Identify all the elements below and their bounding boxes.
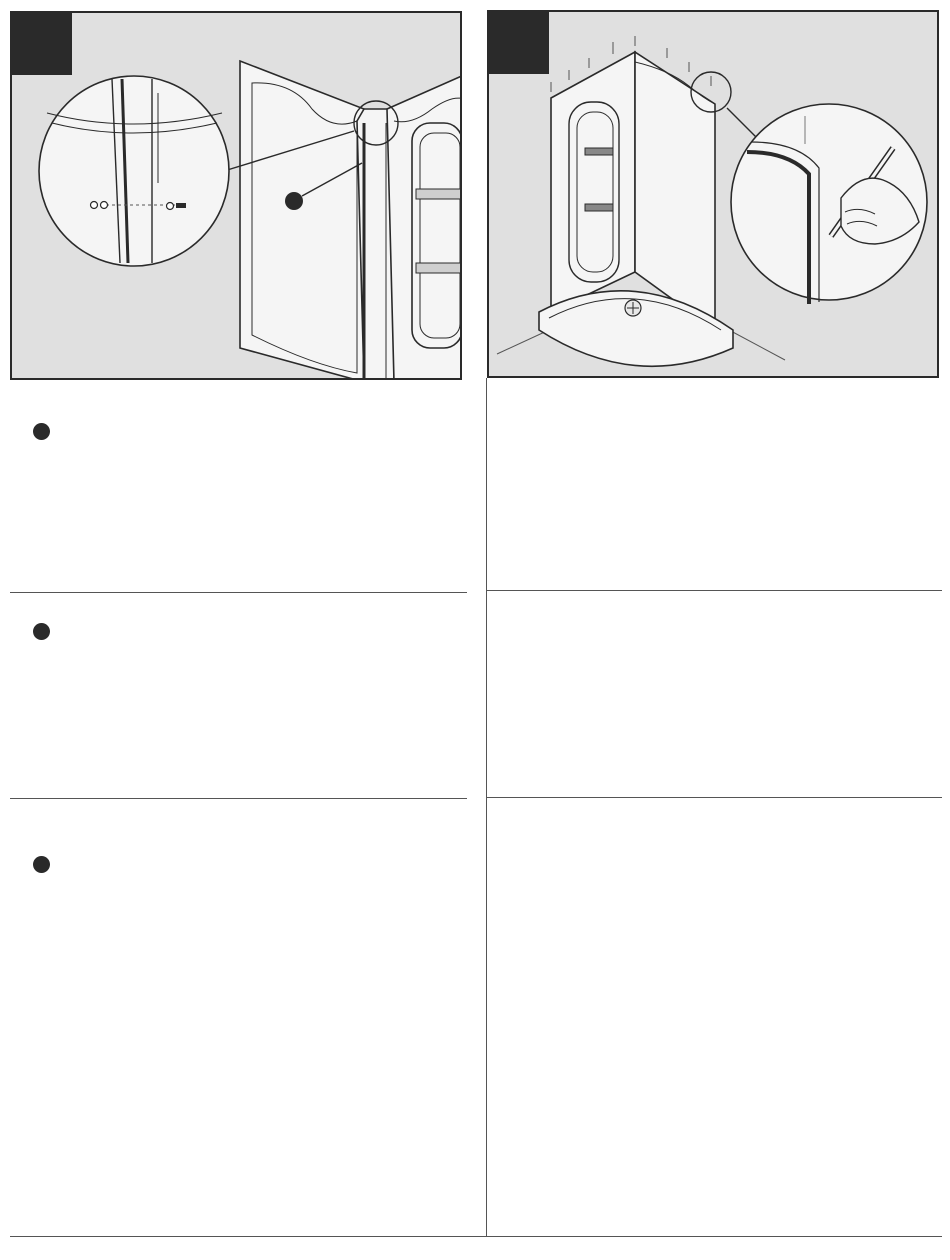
panel-joint-drawing	[12, 13, 462, 380]
step-bullet-1	[33, 423, 50, 440]
right-illustration	[487, 10, 939, 378]
step-bullet-3	[33, 856, 50, 873]
divider-right-2	[487, 797, 942, 798]
divider-left-2	[10, 798, 467, 799]
callout-bullet	[285, 192, 303, 210]
divider-left-1	[10, 592, 467, 593]
shower-enclosure-drawing	[489, 12, 939, 378]
divider-right-1	[487, 590, 942, 591]
bottom-rule	[10, 1236, 942, 1237]
column-separator	[486, 378, 487, 1236]
left-illustration	[10, 11, 462, 380]
step-bullet-2	[33, 623, 50, 640]
magnifier-callout	[39, 76, 229, 266]
